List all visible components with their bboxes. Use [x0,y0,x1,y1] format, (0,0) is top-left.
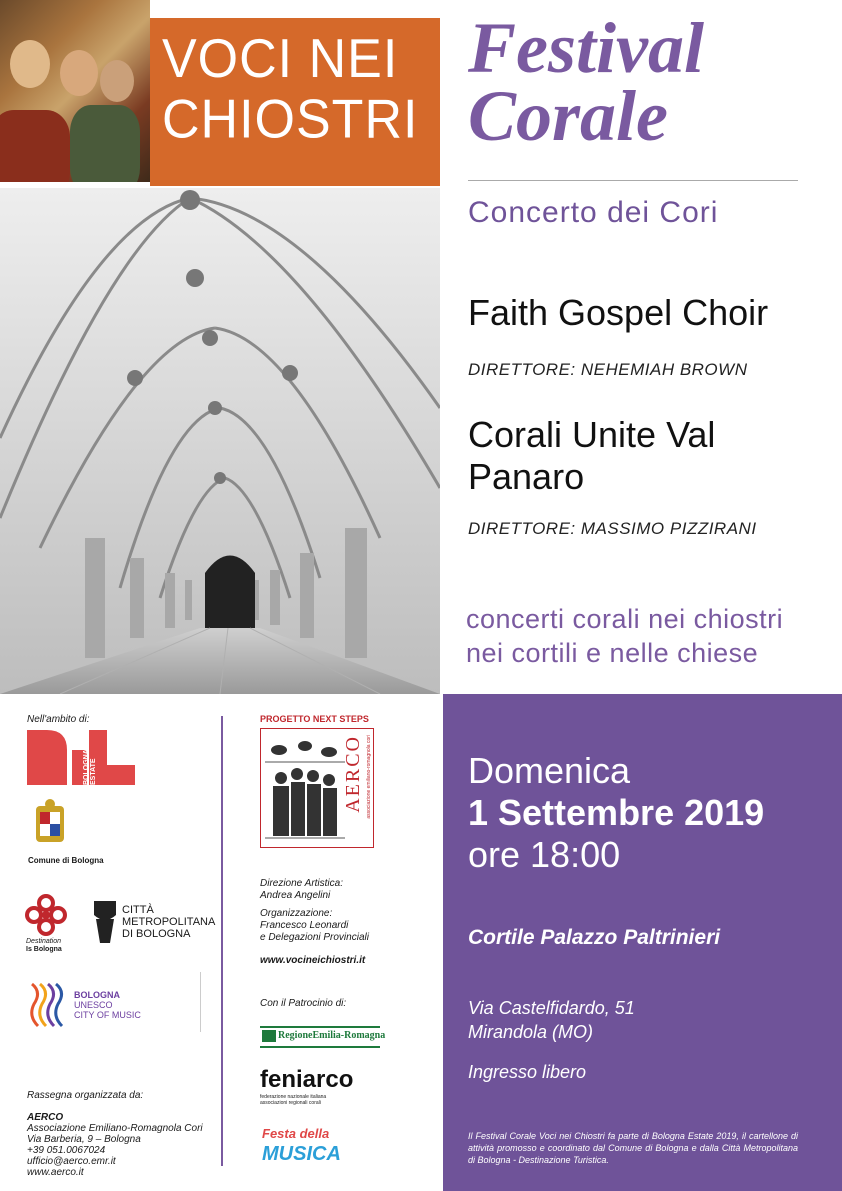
regione-logo [260,1026,386,1048]
destination-line-1: Destination [26,938,62,945]
festa-musica-logo [262,1124,341,1164]
feniarco-sub-2: associazioni regionali corali [260,1100,321,1106]
fresco-image [0,0,150,182]
progetto-label: PROGETTO NEXT STEPS [260,714,369,724]
organizer-name: AERCO [27,1112,64,1123]
aerco-subtext: associazione emiliano-romagnola cori [366,735,372,819]
bologna-estate-text: BOLOGNA ESTATE [83,749,97,785]
regione-icon [262,1030,276,1042]
choir-2-name [468,414,715,498]
destination-line-2: Is Bologna [26,946,62,953]
comune-crest-icon [30,798,70,850]
event-note: Il Festival Corale Voci nei Chiostri fa parte di Bologna Estate 2019, il cartellone di attività promosso e coordinato dal Comune di Bologna e dalla Città Metropolitana di Bologna - Destinazione Turistica. [468,1131,798,1165]
feniarco-text: feniarco [260,1066,354,1093]
unesco-separator [200,972,201,1032]
tagline-line-2: nei cortili e nelle chiese [466,638,759,668]
cloister-image [0,188,440,694]
destination-label [26,938,62,954]
organizer-website[interactable]: www.aerco.it [27,1167,84,1178]
citta-line-2: METROPOLITANA [122,916,216,928]
direzione-label: Direzione Artistica: [260,878,343,889]
event-address-line-1: Via Castelfidardo, 51 [468,998,635,1018]
choir-1-name: Faith Gospel Choir [468,292,769,333]
choir-2-director: DIRETTORE: MASSIMO PIZZIRANI [468,519,757,538]
festival-title [468,8,704,156]
tagline-line-1: concerti corali nei chiostri [466,604,784,634]
feniarco-logo [260,1066,353,1106]
tagline [466,602,783,670]
direzione-block [260,878,369,944]
header-divider [468,180,798,181]
event-date: 1 Settembre 2019 [468,792,765,833]
event-day: Domenica [468,750,631,791]
aerco-text: AERCO [342,735,364,813]
bologna-estate-logo [27,730,137,785]
rassegna-label: Rassegna organizzata da: [27,1090,144,1101]
nellambito-label: Nell'ambito di: [27,714,90,725]
event-panel [443,694,842,1191]
organizzazione-name-1: Francesco Leonardi [260,920,349,931]
organizer-block [27,1112,203,1178]
unesco-line-3: CITY OF MUSIC [74,1010,141,1020]
citta-metropolitana-icon [90,897,120,945]
unesco-line-1: BOLOGNA [74,990,120,1000]
festival-title-line-2: Corale [468,76,669,156]
organizer-email[interactable]: ufficio@aerco.emr.it [27,1156,116,1167]
citta-line-1: CITTÀ [122,904,154,916]
organizer-line-1: Associazione Emiliano-Romagnola Cori [27,1123,203,1134]
choir-2-name-line-2: Panaro [468,456,585,497]
festa-line-1: Festa della [262,1126,330,1141]
brand-line-2: CHIOSTRI [162,89,419,151]
citta-metropolitana-label [122,904,215,940]
website-link[interactable]: www.vocineichiostri.it [260,955,366,966]
column-divider [221,716,223,1166]
citta-line-3: DI BOLOGNA [122,928,191,940]
choir-1-director: DIRETTORE: NEHEMIAH BROWN [468,360,748,379]
organizer-line-2: Via Barberia, 9 – Bologna [27,1134,141,1145]
unesco-label [74,990,141,1020]
unesco-line-2: UNESCO [74,1000,113,1010]
destination-bologna-icon [24,893,68,937]
unesco-music-icon [28,982,68,1028]
organizzazione-label: Organizzazione: [260,908,333,919]
subtitle: Concerto dei Cori [468,196,719,229]
brand-block [150,18,440,186]
regione-text: RegioneEmilia-Romagna [278,1030,386,1041]
comune-label: Comune di Bologna [28,856,104,865]
organizzazione-name-2: e Delegazioni Provinciali [260,932,369,943]
direzione-name: Andrea Angelini [260,890,331,901]
event-entry: Ingresso libero [468,1062,587,1082]
event-time: ore 18:00 [468,834,621,875]
patrocinio-label: Con il Patrocinio di: [260,998,347,1009]
festa-line-2: MUSICA [262,1143,341,1165]
event-venue: Cortile Palazzo Paltrinieri [468,926,721,949]
choir-2-name-line-1: Corali Unite Val [468,414,716,455]
brand-line-1: VOCI NEI [162,28,399,90]
event-address [468,996,635,1044]
feniarco-sub-1: federazione nazionale italiana [260,1094,327,1100]
organizer-phone: +39 051.0067024 [27,1145,106,1156]
aerco-logo [260,728,374,848]
event-address-line-2: Mirandola (MO) [468,1022,594,1042]
festival-title-line-1: Festival [468,8,704,88]
